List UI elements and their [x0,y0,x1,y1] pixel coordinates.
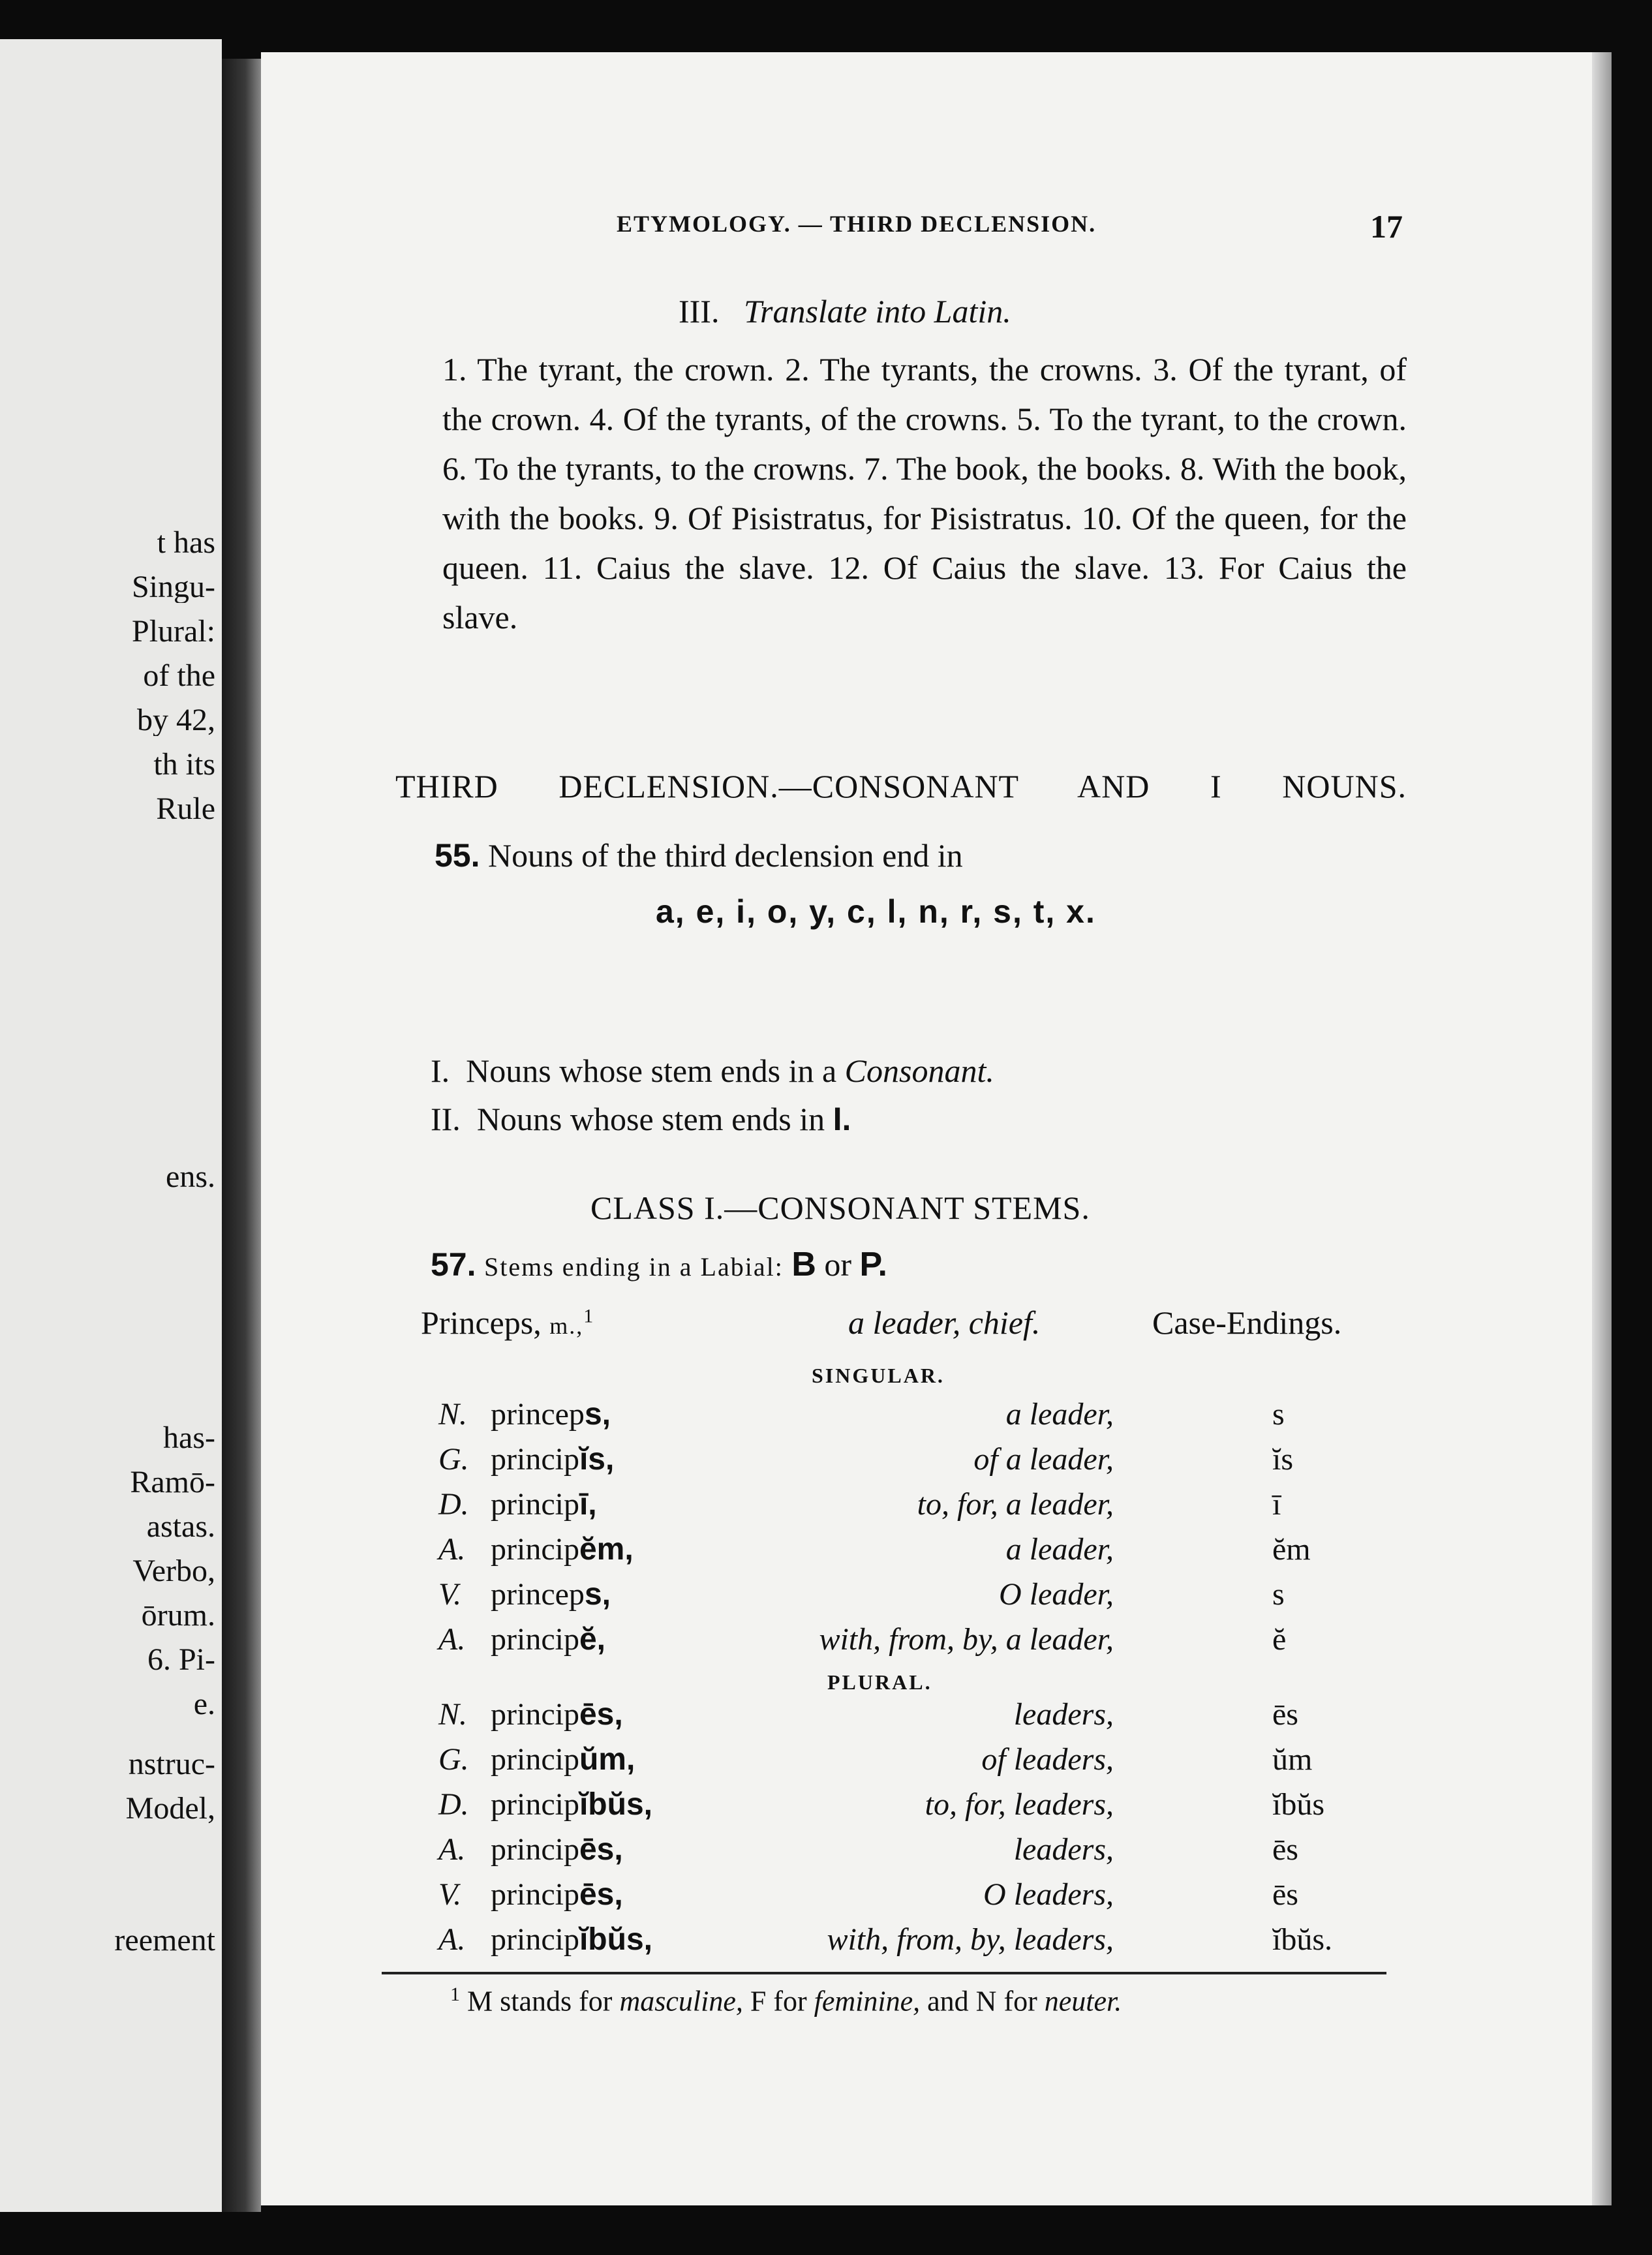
paragraph-number: 55. [435,837,480,874]
left-fragment: e. [193,1689,215,1720]
footnote-text: and N for [927,1985,1037,2017]
word-form [491,1832,623,1867]
left-fragment: by 42, [137,705,215,736]
left-fragment: ens. [166,1161,215,1193]
class-number: II. [431,1101,461,1137]
word-ending: ĕm, [579,1532,634,1567]
word-stem: princip [491,1787,579,1822]
case-ending: s [1272,1397,1285,1432]
table-row [0,1396,1652,1435]
footnote-rule [382,1972,1386,1974]
case-ending: ī [1272,1487,1281,1522]
paradigm-word [421,1304,593,1342]
translation: O leader, [999,1577,1114,1612]
paragraph-57 [431,1245,887,1284]
footnote-marker: 1 [583,1305,594,1327]
word-stem: princep [491,1397,585,1432]
running-header: ETYMOLOGY. — THIRD DECLENSION. [617,211,1097,237]
word-stem: princip [491,1832,579,1867]
word-form [491,1877,623,1912]
word-ending: s, [584,1577,611,1612]
left-fragment: Verbo, [132,1556,215,1587]
table-row [0,1486,1652,1526]
exercise-instruction: Translate into Latin. [743,293,1011,330]
case-ending: ēs [1272,1697,1298,1732]
exercise-text: 1. The tyrant, the crown. 2. The tyrants, the crowns. 3. Of the tyrant, of the crown. 4. Of the tyrants, of the crowns. 5. To the tyrant, to the crown. 6. To the tyrants, to the crowns. 7. The book, the books. 8. With the book, with the books. 9. Of Pisistratus, for Pisistratus. 10. Of the queen, for the queen. 11. Caius the slave. 12. Of Caius the slave. 13. For Caius the slave. [442,351,1407,636]
footnote-text: M stands for [467,1985,613,2017]
class-text: Nouns whose stem ends in a [466,1052,837,1089]
word-form [491,1741,635,1777]
class-number: I. [431,1052,450,1089]
word-form [491,1787,652,1822]
left-fragment: th its [153,749,215,780]
singular-label: SINGULAR. [812,1364,945,1387]
word-ending: ēs, [579,1832,623,1867]
word-stem: princip [491,1697,579,1732]
footnote-term: feminine, [814,1985,921,2017]
word-stem: princip [491,1742,579,1777]
case-label: V. [438,1877,462,1912]
ending-letters: a, e, i, o, y, c, l, n, r, s, t, x. [656,893,1096,930]
headword: Princeps, [421,1304,542,1341]
footnote-number: 1 [450,1984,460,2005]
word-stem: princip [491,1442,579,1477]
left-fragment: has- [163,1422,215,1454]
case-ending: ēs [1272,1832,1298,1867]
letter-p: P. [859,1246,887,1283]
table-row [0,1877,1652,1916]
word-form [491,1396,611,1432]
class-emphasis: Consonant. [844,1052,994,1089]
left-fragment: Ramō- [130,1467,215,1498]
paragraph-55 [435,836,963,874]
word-stem: princip [491,1487,579,1522]
case-label: D. [438,1787,469,1822]
page-number: 17 [1370,208,1403,245]
or-word: or [824,1246,852,1283]
table-row [0,1922,1652,1961]
word-ending: ēs, [579,1877,623,1912]
case-ending: ĭbŭs [1272,1787,1325,1822]
word-ending: ĕ, [579,1622,605,1657]
left-fragment: reement [114,1925,215,1956]
word-stem: princip [491,1622,579,1657]
translation: a leader, [1005,1532,1114,1567]
translation: to, for, leaders, [925,1787,1114,1822]
left-fragment: t has [157,527,215,559]
paragraph-text: Nouns of the third declension end in [488,837,963,874]
word-ending: ī, [579,1487,597,1522]
exercise-title [679,292,1011,330]
word-form [491,1441,614,1477]
translation: with, from, by, leaders, [827,1922,1114,1957]
case-label: A. [438,1832,466,1867]
case-ending: ŭm [1272,1742,1313,1777]
translation: leaders, [1013,1697,1114,1732]
footnote [450,1984,1122,2018]
left-fragment: 6. Pi- [147,1644,215,1676]
word-ending: ĭbŭs, [579,1787,652,1822]
left-fragment: of the [143,660,215,692]
table-row [0,1621,1652,1661]
word-ending: ēs, [579,1697,623,1732]
class-text: Nouns whose stem ends in [476,1101,825,1137]
table-row [0,1441,1652,1480]
word-stem: princip [491,1532,579,1567]
left-fragment: Model, [125,1793,215,1824]
footnote-text: F for [750,1985,807,2017]
section-title: THIRD DECLENSION.—CONSONANT AND I NOUNS. [395,768,1407,805]
case-label: D. [438,1487,469,1522]
left-fragment: Singu- [131,572,215,603]
translation: of leaders, [981,1742,1114,1777]
left-fragment: Rule [156,793,215,825]
word-ending: ŭm, [579,1742,635,1777]
word-ending: ĭbŭs, [579,1922,652,1957]
footnote-term: masculine, [619,1985,743,2017]
word-form [491,1531,634,1567]
case-label: A. [438,1922,466,1957]
word-stem: princep [491,1577,585,1612]
table-row [0,1696,1652,1736]
translation: leaders, [1013,1832,1114,1867]
case-label: A. [438,1532,466,1567]
table-row [0,1576,1652,1616]
translation: with, from, by, a leader, [819,1622,1114,1657]
footnote-term: neuter. [1044,1985,1122,2017]
translation: of a leader, [973,1442,1114,1477]
class-title: CLASS I.—CONSONANT STEMS. [590,1189,1090,1226]
word-stem: princip [491,1877,579,1912]
left-fragment: Plural: [132,616,215,647]
translation: a leader, [1005,1397,1114,1432]
gender: m., [549,1313,584,1339]
plural-label: PLURAL. [827,1670,932,1694]
class-one-line [431,1052,994,1090]
word-form [491,1486,597,1522]
case-label: V. [438,1577,462,1612]
paradigm-meaning: a leader, chief. [848,1304,1041,1341]
word-form [491,1696,623,1732]
case-ending: s [1272,1577,1285,1612]
left-fragment: ōrum. [141,1600,215,1631]
word-stem: princip [491,1922,579,1957]
case-ending: ĕ [1272,1622,1287,1657]
word-form [491,1922,652,1957]
exercise-number: III. [679,293,720,330]
word-ending: ĭs, [579,1442,615,1477]
table-row [0,1531,1652,1571]
left-fragment: astas. [146,1511,215,1542]
table-row [0,1832,1652,1871]
word-form [491,1576,611,1612]
case-label: A. [438,1622,466,1657]
table-row [0,1741,1652,1781]
class-emphasis: I. [833,1101,851,1137]
case-endings-heading: Case-Endings. [1152,1304,1342,1341]
case-label: G. [438,1442,469,1477]
letter-b: B [791,1246,816,1283]
translation: to, for, a leader, [917,1487,1114,1522]
case-label: N. [438,1697,468,1732]
paragraph-number: 57. [431,1246,476,1283]
case-ending: ĭbŭs. [1272,1922,1333,1957]
case-label: N. [438,1397,468,1432]
translation: O leaders, [983,1877,1114,1912]
paragraph-heading: Stems ending in a Labial: [484,1252,784,1281]
word-ending: s, [584,1397,611,1432]
case-label: G. [438,1742,469,1777]
class-two-line [431,1100,851,1138]
word-form [491,1621,605,1657]
case-ending: ēs [1272,1877,1298,1912]
case-ending: ĭs [1272,1442,1294,1477]
case-ending: ĕm [1272,1532,1311,1567]
table-row [0,1787,1652,1826]
left-fragment: nstruc- [128,1749,215,1780]
